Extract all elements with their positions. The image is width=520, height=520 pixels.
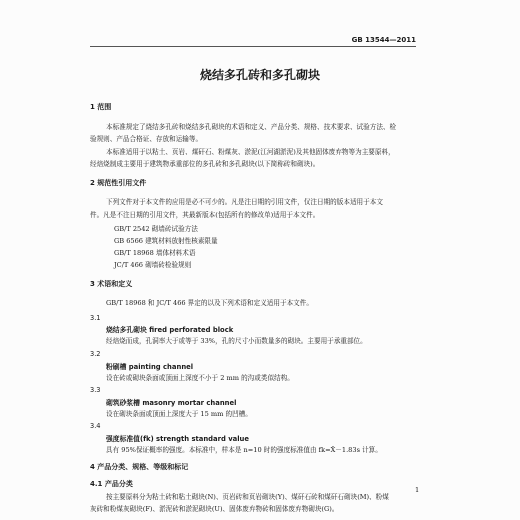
section-2-para-line-1: 下列文件对于本文件的应用是必不可少的。凡是注日期的引用文件，仅注日期的版本适用于本文	[106, 198, 383, 206]
page-number: 1	[415, 486, 420, 494]
section-1-heading: 1 范围	[90, 103, 112, 111]
term-name: 烧结多孔砌块 fired perforated block	[106, 326, 234, 334]
section-3-intro: GB/T 18968 和 JC/T 466 界定的以及下列术语和定义适用于本文件。	[106, 299, 313, 307]
section-1-para-1-line-2: 验规则、产品合格证、存放和运输等。	[90, 135, 203, 143]
section-2-heading: 2 规范性引用文件	[90, 179, 147, 187]
document-title: 烧结多孔砖和多孔砌块	[199, 68, 320, 82]
section-4-para-line-1: 按主要原料分为粘土砖和粘土砌块(N)、页岩砖和页岩砌块(Y)、煤矸石砖和煤矸石砌块(M)、粉煤	[106, 493, 389, 501]
term-number: 3.2	[90, 350, 101, 358]
term-definition: 设在砌块条面或顶面上深度大于 15 mm 的凹槽。	[106, 410, 252, 418]
section-1-para-2-line-2: 经焙烧制成主要用于建筑物承重部位的多孔砖和多孔砌块(以下简称砖和砌块)。	[90, 160, 320, 168]
section-1-para-1-line-1: 本标准规定了烧结多孔砖和烧结多孔砌块的术语和定义、产品分类、规格、技术要求、试验方法、检	[106, 123, 397, 131]
term-definition: 具有 95%保证概率的强度。本标准中，样本是 n=10 时的强度标准值由 fk=X̄－1.83s 计算。	[106, 446, 382, 454]
term-definition: 设在砖或砌块条面或顶面上深度不小于 2 mm 的沟或类似结构。	[106, 374, 294, 382]
term-number: 3.3	[90, 386, 101, 394]
reference-item: GB 6566 建筑材料放射性核素限量	[114, 237, 218, 245]
section-4-para-line-2: 灰砖和粉煤灰砌块(F)、淤泥砖和淤泥砌块(U)、固体废弃物砖和固体废弃物砌块(G)。	[90, 505, 339, 513]
term-name: 强度标准值(fk) strength standard value	[106, 435, 250, 443]
section-4-heading: 4 产品分类、规格、等级和标记	[90, 463, 189, 471]
section-3-heading: 3 术语和定义	[90, 280, 133, 288]
term-name: 砌筑砂浆槽 masonry mortar channel	[106, 399, 237, 407]
reference-item: JC/T 466 砌墙砖检验规则	[114, 261, 192, 269]
standard-number: GB 13544—2011	[351, 36, 416, 44]
section-2-para-line-2: 件。凡是不注日期的引用文件，其最新版本(包括所有的修改单)适用于本文件。	[90, 211, 320, 219]
section-4-1-heading: 4.1 产品分类	[90, 480, 133, 488]
term-number: 3.1	[90, 314, 101, 322]
reference-item: GB/T 18968 墙体材料术语	[114, 249, 196, 257]
term-name: 粉刷槽 painting channel	[106, 363, 194, 371]
section-1-para-2-line-1: 本标准适用于以粘土、页岩、煤矸石、粉煤灰、淤泥(江河湖淤泥)及其他固体废弃物等为主要原料，	[106, 148, 395, 156]
term-number: 3.4	[90, 422, 101, 430]
term-definition: 经焙烧而成，孔洞率大于或等于 33%，孔的尺寸小而数量多的砌块。主要用于承重部位。	[106, 337, 367, 345]
header-rule	[90, 46, 416, 47]
reference-item: GB/T 2542 砌墙砖试验方法	[114, 225, 198, 233]
